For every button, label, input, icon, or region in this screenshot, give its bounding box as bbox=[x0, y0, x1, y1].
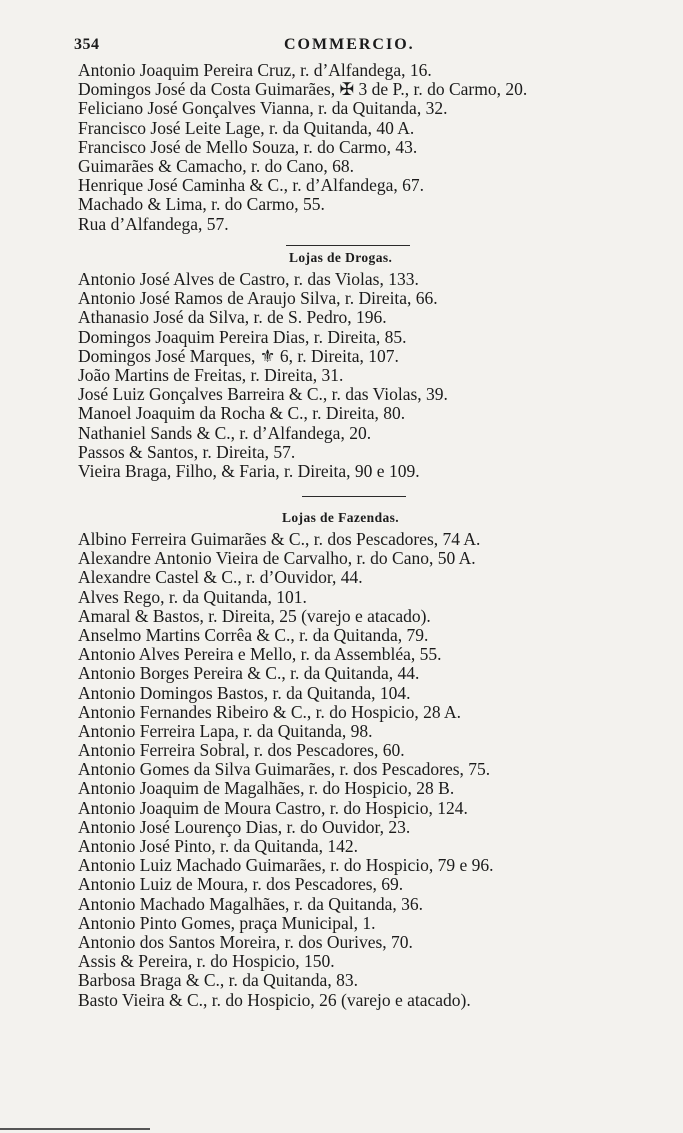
list-item: Albino Ferreira Guimarães & C., r. dos Pescadores, 74 A. bbox=[78, 529, 481, 549]
list-item: Alves Rego, r. da Quitanda, 101. bbox=[78, 586, 307, 607]
list-item: Barbosa Braga & C., r. da Quitanda, 83. bbox=[78, 970, 358, 991]
page-edge-mark bbox=[0, 1128, 150, 1130]
section-divider bbox=[286, 245, 410, 246]
directory-list-fazendas bbox=[78, 530, 638, 1010]
list-item: Domingos Joaquim Pereira Dias, r. Direita, 85. bbox=[78, 326, 407, 347]
list-item: Antonio Luiz Machado Guimarães, r. do Hospicio, 79 e 96. bbox=[78, 855, 494, 876]
list-item: Antonio José Pinto, r. da Quitanda, 142. bbox=[78, 836, 358, 856]
list-item: Antonio Joaquim de Magalhães, r. do Hospicio, 28 B. bbox=[78, 778, 455, 799]
directory-list-drogas bbox=[78, 270, 638, 481]
list-item: Guimarães & Camacho, r. do Cano, 68. bbox=[78, 155, 355, 176]
list-item: Domingos José Marques, ⚜ 6, r. Direita, 107. bbox=[78, 345, 399, 366]
list-item: Alexandre Castel & C., r. d’Ouvidor, 44. bbox=[78, 567, 363, 588]
list-item: Machado & Lima, r. do Carmo, 55. bbox=[78, 194, 325, 215]
list-item: Amaral & Bastos, r. Direita, 25 (varejo e atacado). bbox=[78, 605, 431, 626]
section-heading-fazendas: Lojas de Fazendas. bbox=[282, 510, 400, 525]
list-item: Assis & Pereira, r. do Hospicio, 150. bbox=[78, 951, 335, 972]
list-item: José Luiz Gonçalves Barreira & C., r. das Violas, 39. bbox=[78, 384, 448, 405]
list-item: Antonio Borges Pereira & C., r. da Quitanda, 44. bbox=[78, 663, 420, 684]
list-item: Antonio Ferreira Lapa, r. da Quitanda, 98. bbox=[78, 720, 373, 741]
list-item: Basto Vieira & C., r. do Hospicio, 26 (varejo e atacado). bbox=[78, 989, 471, 1010]
list-item: Francisco José de Mello Souza, r. do Carmo, 43. bbox=[78, 136, 418, 157]
list-item: Antonio Pinto Gomes, praça Municipal, 1. bbox=[78, 912, 376, 933]
list-item: Feliciano José Gonçalves Vianna, r. da Quitanda, 32. bbox=[78, 98, 448, 119]
list-item: Passos & Santos, r. Direita, 57. bbox=[78, 441, 296, 462]
list-item: Domingos José da Costa Guimarães, ✠ 3 de P., r. do Carmo, 20. bbox=[78, 79, 528, 100]
list-item: Antonio Alves Pereira e Mello, r. da Assembléa, 55. bbox=[78, 644, 442, 665]
list-item: Antonio Fernandes Ribeiro & C., r. do Hospicio, 28 A. bbox=[78, 701, 462, 722]
list-item: Antonio José Alves de Castro, r. das Violas, 133. bbox=[78, 269, 419, 289]
list-item: Francisco José Leite Lage, r. da Quitanda, 40 A. bbox=[78, 117, 415, 138]
directory-list-continued bbox=[78, 61, 638, 234]
section-divider bbox=[302, 496, 406, 497]
list-item: Anselmo Martins Corrêa & C., r. da Quitanda, 79. bbox=[78, 624, 429, 645]
list-item: Antonio dos Santos Moreira, r. dos Ourives, 70. bbox=[78, 931, 413, 952]
list-item: Antonio Domingos Bastos, r. da Quitanda, 104. bbox=[78, 682, 411, 703]
list-item: Henrique José Caminha & C., r. d’Alfandega, 67. bbox=[78, 175, 425, 196]
running-title: COMMERCIO. bbox=[284, 36, 415, 53]
list-item: Antonio Ferreira Sobral, r. dos Pescadores, 60. bbox=[78, 740, 405, 761]
list-item: Antonio Machado Magalhães, r. da Quitanda, 36. bbox=[78, 893, 424, 914]
list-item: Antonio José Lourenço Dias, r. do Ouvidor, 23. bbox=[78, 816, 411, 837]
list-item: Antonio Luiz de Moura, r. dos Pescadores, 69. bbox=[78, 874, 404, 895]
list-item: João Martins de Freitas, r. Direita, 31. bbox=[78, 364, 344, 385]
list-item: Vieira Braga, Filho, & Faria, r. Direita, 90 e 109. bbox=[78, 460, 420, 481]
list-item: Athanasio José da Silva, r. de S. Pedro, 196. bbox=[78, 307, 387, 328]
list-item: Rua d’Alfandega, 57. bbox=[78, 213, 229, 234]
list-item: Alexandre Antonio Vieira de Carvalho, r. do Cano, 50 A. bbox=[78, 548, 476, 569]
list-item: Antonio Joaquim Pereira Cruz, r. d’Alfandega, 16. bbox=[78, 60, 432, 80]
list-item: Antonio Joaquim de Moura Castro, r. do Hospicio, 124. bbox=[78, 797, 468, 818]
page-number: 354 bbox=[74, 36, 100, 53]
list-item: Nathaniel Sands & C., r. d’Alfandega, 20. bbox=[78, 422, 372, 443]
page-header bbox=[74, 36, 614, 58]
list-item: Manoel Joaquim da Rocha & C., r. Direita, 80. bbox=[78, 403, 406, 424]
list-item: Antonio Gomes da Silva Guimarães, r. dos Pescadores, 75. bbox=[78, 759, 491, 780]
section-heading-drogas: Lojas de Drogas. bbox=[289, 250, 393, 265]
list-item: Antonio José Ramos de Araujo Silva, r. Direita, 66. bbox=[78, 288, 438, 309]
